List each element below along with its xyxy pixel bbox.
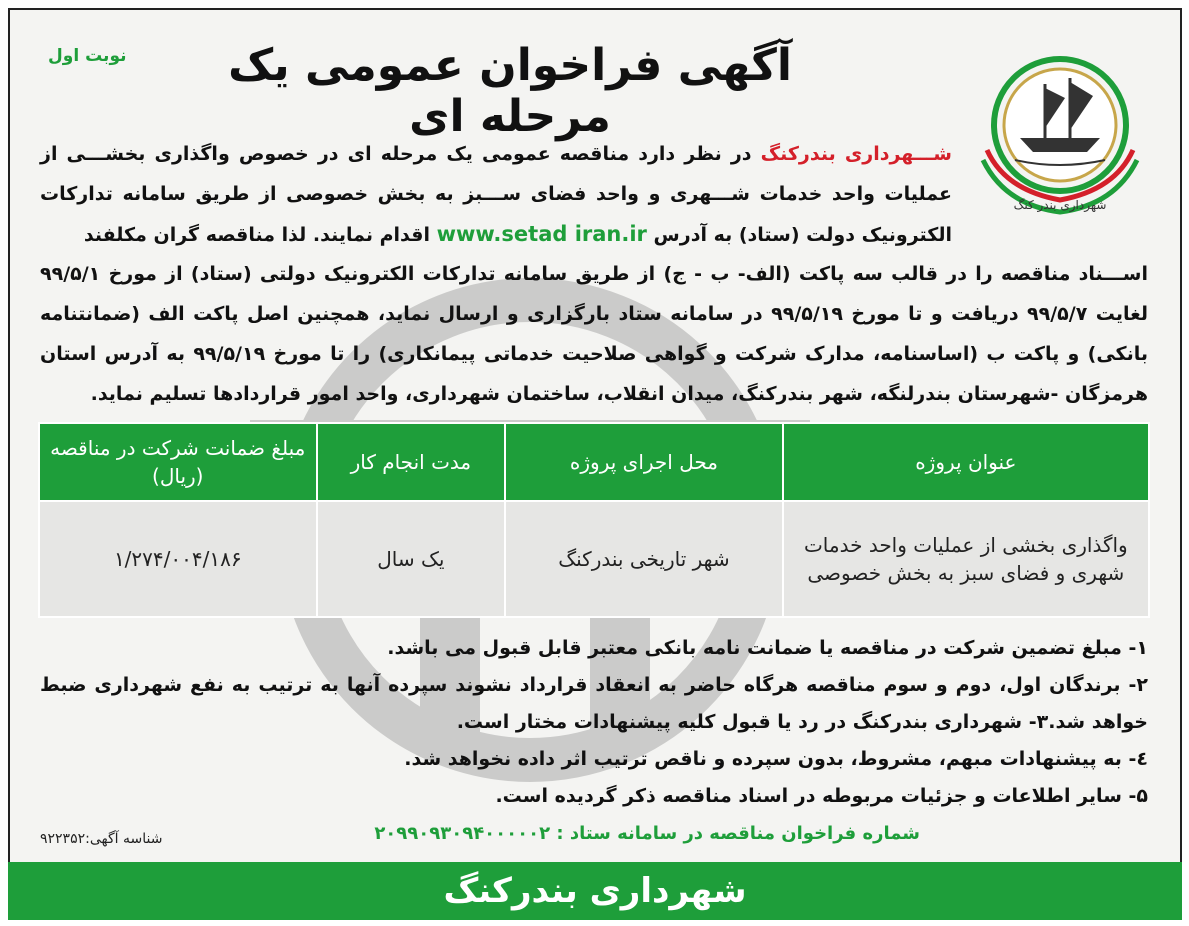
cell-project-title: واگذاری بخشی از عملیات واحد خدمات شهری و فضای سبز به بخش خصوصی [783, 501, 1149, 617]
cell-guarantee-amount: ۱/۲۷۴/۰۰۴/۱۸۶ [39, 501, 317, 617]
ad-id: ۹۲۲۳۵۲ [40, 831, 86, 847]
header-project-title: عنوان پروژه [783, 423, 1149, 501]
header-project-location: محل اجرای پروژه [505, 423, 783, 501]
intro-text: در نظر دارد مناقصه عمومی یک مرحله ای در خصوص واگذاری بخشـــی از عملیات واحد خدمات شـــهری و واحد فضای ســـبز به بخش خصوصی از طریق سامانه تدارکات الکترونیک دولت (ستاد) به آدرس [40, 143, 952, 246]
intro-paragraph [40, 134, 952, 255]
cell-project-location: شهر تاریخی بندرکنگ [505, 501, 783, 617]
logo-caption: شهرداری بندر کنگ [1013, 198, 1107, 212]
condition-item: ۱- مبلغ تضمین شرکت در مناقصه یا ضمانت نامه بانکی معتبر قابل قبول می باشد. [387, 637, 1148, 659]
notice-frame [8, 8, 1182, 864]
footer-banner: شهرداری بندرکنگ [8, 862, 1182, 920]
header-duration: مدت انجام کار [317, 423, 506, 501]
publication-round: نوبت اول [48, 46, 127, 66]
organization-name: شـــهرداری بندرکنگ [760, 143, 952, 165]
project-table [38, 422, 1150, 618]
tender-number-line [280, 823, 920, 844]
ad-id-label: شناسه آگهی: [85, 831, 163, 847]
tender-number-label: شماره فراخوان مناقصه در سامانه ستاد : [550, 823, 920, 844]
table-header-row [39, 423, 1149, 501]
tender-number: ۲۰۹۹۰۹۳۰۹۴۰۰۰۰۰۲ [374, 823, 551, 844]
ad-id-line [40, 831, 240, 847]
instructions-paragraph: اســـناد مناقصه را در قالب سه پاکت (الف- ب - ج) از طریق سامانه تدارکات الکترونیک دولتی (ستاد) از مورخ ۹۹/۵/۱ لغایت ۹۹/۵/۷ دریافت و تا مورخ ۹۹/۵/۱۹ در سامانه ستاد بارگزاری و ارسال نماید، همچنین اصل پاکت الف (ضمانتنامه بانکی) و پاکت ب (اساسنامه، مدارک شرکت و گواهی صلاحیت خدماتی پیمانکاری) را تا مورخ ۹۹/۵/۱۹ به آدرس استان هرمزگان -شهرستان بندرلنگه، شهر بندرکنگ، میدان انقلاب، ساختمان شهرداری، واحد امور قراردادها تسلیم نماید. [40, 263, 1148, 405]
conditions-list [40, 630, 1148, 815]
cell-duration: یک سال [317, 501, 506, 617]
intro-text-tail: اقدام نمایند. لذا مناقصه گران مکلفند [83, 224, 437, 246]
table-row [39, 501, 1149, 617]
setad-url-link[interactable]: www.setad iran.ir [436, 222, 647, 246]
condition-item: ۲- برندگان اول، دوم و سوم مناقصه هرگاه حاضر به انعقاد قرارداد نشوند سپرده آنها به ترتیب به نفع شهرداری ضبط خواهد شد.۳- شهرداری بندرکنگ در رد یا قبول کلیه پیشنهادات مختار است. [40, 674, 1148, 733]
header-guarantee-amount: مبلغ ضمانت شرکت در مناقصه (ریال) [39, 423, 317, 501]
condition-item: ۵- سایر اطلاعات و جزئیات مربوطه در اسناد مناقصه ذکر گردیده است. [495, 785, 1148, 807]
notice-title: آگهی فراخوان عمومی یک مرحله ای [228, 40, 792, 142]
condition-item: ٤- به پیشنهادات مبهم، مشروط، بدون سپرده و ناقص ترتیب اثر داده نخواهد شد. [404, 748, 1148, 770]
